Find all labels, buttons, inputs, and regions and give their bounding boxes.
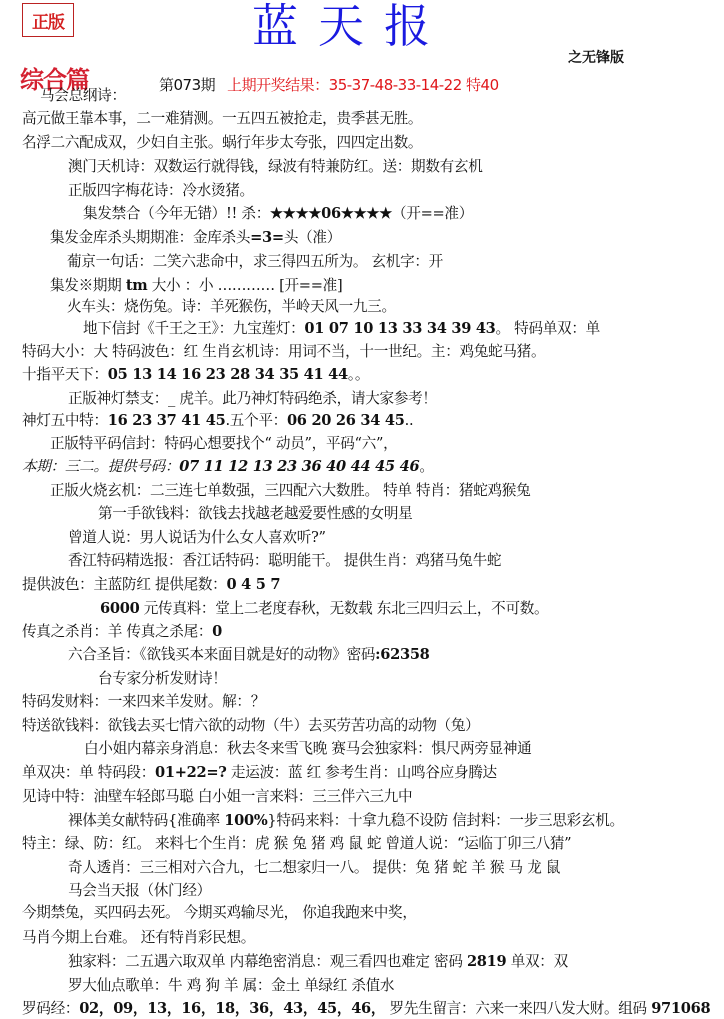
text-segment: 特码发财料：一来四来羊发财。解：？ — [22, 693, 265, 710]
text-segment: 见诗中特：油壁车轻郎马聪 白小姐一言来料：三三伴六三九中 — [22, 788, 413, 805]
text-line — [22, 904, 417, 922]
text-line — [22, 929, 255, 947]
text-segment: :62358 — [375, 646, 430, 663]
text-line — [22, 1000, 710, 1018]
text-segment: 罗大仙点歌单：牛 鸡 狗 羊 属：金土 单绿红 杀值水 — [68, 977, 395, 994]
text-line — [22, 458, 434, 476]
text-line — [22, 412, 413, 430]
section-title: 综合篇 — [20, 66, 89, 94]
text-segment: 传真之杀肖：羊 传真之杀尾： — [22, 623, 213, 640]
text-line — [68, 812, 624, 830]
text-segment: 正版火烧玄机：二三连七单数强，三四配六大数胜。 特单 特肖：猪蛇鸡猴兔 — [50, 482, 531, 499]
text-segment: tm — [125, 277, 148, 294]
text-segment: 大小 ：小 ………… [开==准] — [147, 277, 343, 294]
text-segment: 台专家分析发财诗！ — [98, 670, 227, 687]
text-segment: 。 特码单双：单 — [495, 320, 600, 337]
text-segment: 提供波色：主蓝防红 提供尾数： — [22, 576, 227, 593]
text-segment: 特码大小：大 特码波色：红 生肖玄机诗：用词不当，十一世纪。主：鸡兔蛇马猪。 — [22, 343, 546, 360]
text-line — [68, 953, 568, 971]
text-segment: 本期：三二。提供号码： — [22, 458, 180, 475]
text-line — [50, 435, 397, 453]
text-segment: 澳门天机诗：双数运行就得钱，绿波有特兼防红。送：期数有玄机 — [68, 158, 483, 175]
text-segment: 特送欲钱料：欲钱去买七情六欲的动物（牛）去买劳苦功高的动物（兔） — [22, 717, 480, 734]
text-segment: 马会当天报（休门经） — [68, 882, 211, 899]
text-segment: 头（准） — [283, 229, 342, 246]
text-segment: 裸体美女献特码{准确率 — [68, 812, 225, 829]
text-segment: 名浮二六配成双，少妇自主张。蜗行年步太夸张，四四定出数。 — [22, 134, 423, 151]
text-line — [84, 740, 531, 758]
text-segment: 葡京一句话：二笑六悲命中，求三得四五所为。 玄机字：开 — [67, 253, 443, 270]
text-segment: .五个平： — [225, 412, 287, 429]
text-line — [22, 835, 571, 853]
text-segment: 香江特码精选报：香江话特码：聪明能干。 提供生肖：鸡猪马兔牛蛇 — [68, 552, 502, 569]
issue-number: 第073期 — [159, 76, 216, 94]
text-segment: }特码来料：十拿九稳不设防 信封料：一步三思彩玄机。 — [267, 812, 624, 829]
text-segment: 地下信封《千王之王》：九宝莲灯： — [83, 320, 305, 337]
text-line — [22, 693, 265, 711]
text-segment: .. — [404, 412, 414, 429]
text-segment: 05 13 14 16 23 28 34 35 41 44 — [107, 366, 348, 383]
text-line — [50, 482, 530, 500]
text-segment: 白小姐内幕亲身消息：秋去冬来雪飞晚 赛马会独家料：惧尺两旁显神通 — [84, 740, 532, 757]
text-segment: 正版四字梅花诗：冷水烫猪。 — [68, 182, 254, 199]
text-line — [68, 390, 437, 408]
last-result-special: 特40 — [466, 76, 499, 94]
text-line — [68, 529, 326, 547]
text-segment: 07 11 12 13 23 36 40 44 45 46 — [179, 458, 420, 475]
text-segment: 火车头：烧伤兔。诗：羊死猴伤，半岭天风一九三。 — [67, 298, 396, 315]
text-line — [22, 623, 222, 641]
issue-row — [159, 74, 499, 95]
text-segment: 0 4 5 7 — [226, 576, 281, 593]
last-result — [227, 76, 498, 94]
text-segment: 六合圣旨：《欲钱买本来面目就是好的动物》密码 — [68, 646, 376, 663]
text-segment: 单双决：单 特码段： — [22, 764, 155, 781]
text-segment: 01+22=? — [154, 764, 227, 781]
text-segment: 神灯五中特： — [22, 412, 108, 429]
text-segment: 曾道人说：男人说话为什么女人喜欢听?” — [68, 529, 326, 546]
last-result-label: 上期开奖结果： — [227, 76, 329, 94]
masthead-title: 蓝天报 — [252, 0, 450, 53]
text-line — [22, 110, 422, 128]
text-segment: 16 23 37 41 45 — [107, 412, 226, 429]
text-line — [67, 298, 396, 316]
text-segment: 2819 — [466, 953, 507, 970]
text-segment: 正版特平码信封：特码心想要找个“ 动员”，平码“六”， — [50, 435, 398, 452]
text-segment: 走运波：蓝 红 参考生肖：山鸣谷应身腾达 — [226, 764, 497, 781]
text-segment: 集发※期期 — [50, 277, 126, 294]
text-segment: 奇人透肖：三三相对六合九，七二想家归一八。 提供：兔 猪 蛇 羊 猴 马 龙 鼠 — [68, 859, 561, 876]
last-result-numbers: 35-37-48-33-14-22 — [328, 76, 462, 94]
text-line — [67, 253, 443, 271]
text-segment: （开==准） — [391, 205, 474, 222]
text-segment: 今期禁兔，买四码去死。 今期买鸡输尽光， 你追我跑来中奖， — [22, 904, 417, 921]
text-segment: 。 — [419, 458, 434, 475]
text-line — [68, 646, 430, 664]
text-line — [83, 320, 600, 338]
text-segment: 罗码经： — [22, 1000, 80, 1017]
text-line — [40, 87, 126, 105]
text-line — [50, 229, 341, 247]
text-line — [83, 205, 473, 223]
text-line — [22, 764, 497, 782]
text-segment: 971068 — [651, 1000, 711, 1017]
text-line — [22, 366, 369, 384]
text-line — [100, 600, 548, 618]
text-line — [22, 343, 545, 361]
text-segment: 特主：绿、防：红。 来料七个生肖：虎 猴 兔 猪 鸡 鼠 蛇 曾道人说：“运临丁卯三八猜” — [22, 835, 572, 852]
text-segment: 。。 — [347, 366, 370, 383]
text-line — [68, 158, 483, 176]
text-segment: 元传真料：堂上二老度春秋，无数载 东北三四归云上，不可数。 — [139, 600, 549, 617]
text-segment: 02，09，13，16，18，36，43，45，46， — [79, 1000, 386, 1017]
text-segment: 06 20 26 34 45 — [286, 412, 405, 429]
text-line — [68, 552, 501, 570]
text-line — [22, 134, 422, 152]
text-line — [22, 788, 412, 806]
text-line — [22, 717, 479, 735]
text-segment: =3= — [250, 229, 284, 246]
official-edition-badge: 正版 — [22, 3, 74, 37]
text-line — [68, 977, 394, 995]
text-segment: 第一手欲钱料：欲钱去找越老越爱要性感的女明星 — [98, 505, 413, 522]
text-line — [98, 670, 227, 688]
text-segment: 十指平天下： — [22, 366, 108, 383]
text-segment: 独家料：二五遇六取双单 内幕绝密消息：观三看四也难定 密码 — [68, 953, 467, 970]
text-line — [22, 576, 280, 594]
text-segment: 6000 — [100, 600, 140, 617]
text-line — [68, 182, 254, 200]
text-segment: 罗先生留言：六来一来四八发大财。组码 — [385, 1000, 652, 1017]
text-line — [68, 859, 560, 877]
text-segment: 01 07 10 13 33 34 39 43 — [304, 320, 496, 337]
text-segment: 单双：双 — [506, 953, 568, 970]
text-segment: 高元做王靠本事，二一难猜测。一五四五被抢走，贵季甚无胜。 — [22, 110, 423, 127]
text-segment: 集发金库杀头期期准：金库杀头 — [50, 229, 251, 246]
text-line — [50, 277, 342, 295]
text-segment: 马肖今期上台难。 还有特肖彩民想。 — [22, 929, 256, 946]
text-segment: 集发禁合（今年无错）!! 杀： — [83, 205, 270, 222]
text-segment: 0 — [212, 623, 223, 640]
text-line — [68, 882, 211, 900]
text-segment: ★★★★06★★★★ — [270, 205, 392, 222]
text-segment: 正版神灯禁支：_ 虎羊。此乃神灯特码绝杀，请大家参考！ — [68, 390, 437, 407]
text-segment: 100% — [224, 812, 268, 829]
text-segment: 马会总纲诗： — [40, 87, 126, 104]
text-line — [98, 505, 412, 523]
edition-label: 之无锋版 — [568, 50, 624, 66]
